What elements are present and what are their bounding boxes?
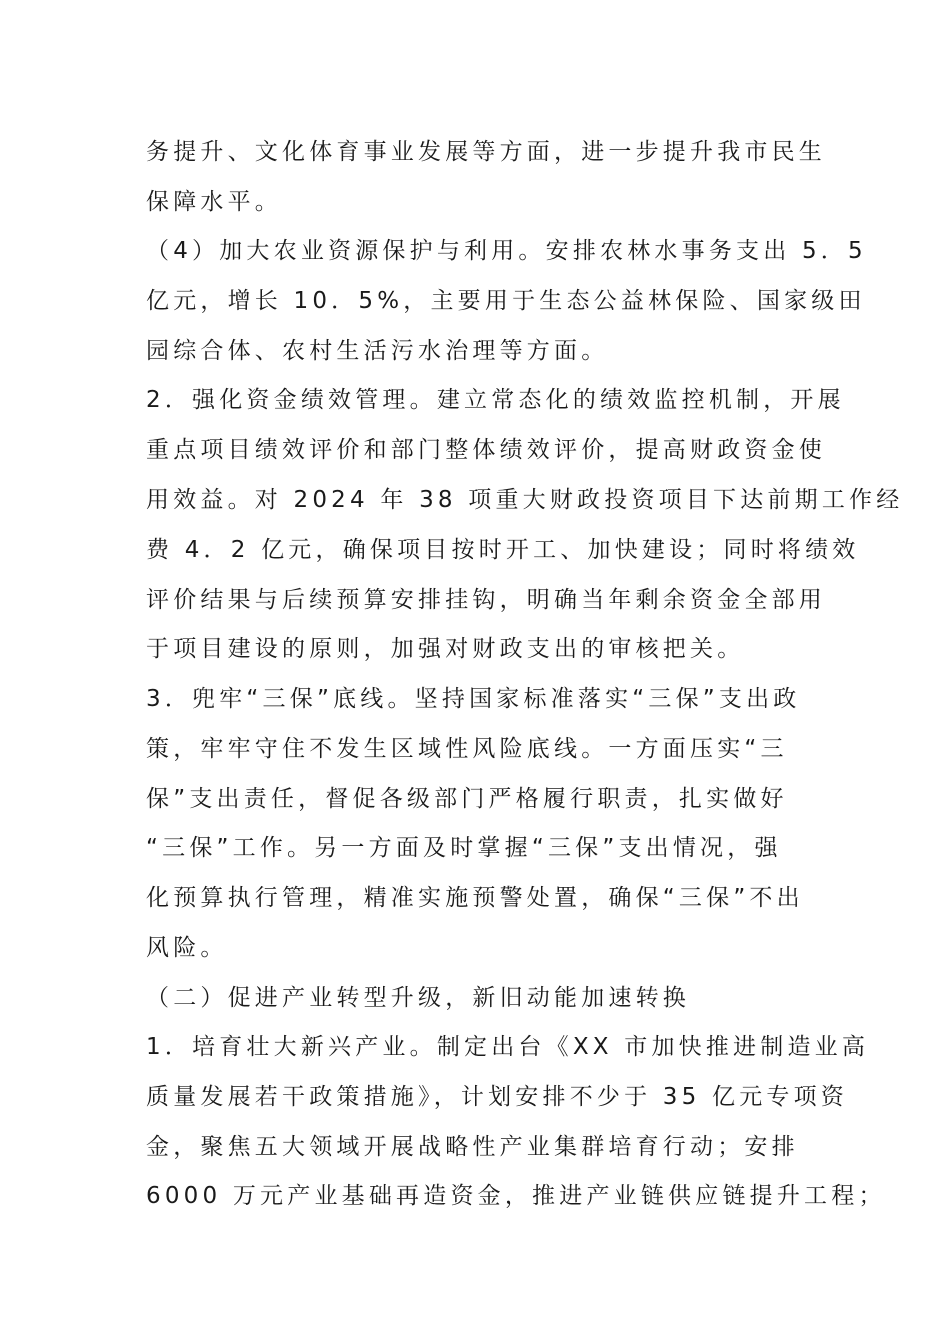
text-line: 亿元，增长 10．5%，主要用于生态公益林保险、国家级田: [146, 288, 866, 314]
text-line: 风险。: [146, 935, 228, 961]
text-line: （4）加大农业资源保护与利用。安排农林水事务支出 5．5: [146, 238, 867, 264]
text-line: 保”支出责任，督促各级部门严格履行职责，扎实做好: [146, 786, 788, 812]
text-line: 于项目建设的原则，加强对财政支出的审核把关。: [146, 636, 745, 662]
text-line: 保障水平。: [146, 189, 282, 215]
text-line: 策，牢牢守住不发生区域性风险底线。一方面压实“三: [146, 736, 788, 762]
text-line: 化预算执行管理，精准实施预警处置，确保“三保”不出: [146, 885, 804, 911]
text-line: “三保”工作。另一方面及时掌握“三保”支出情况，强: [146, 835, 782, 861]
text-line: 费 4．2 亿元，确保项目按时开工、加快建设；同时将绩效: [146, 537, 860, 563]
text-line: 务提升、文化体育事业发展等方面，进一步提升我市民生: [146, 139, 826, 165]
text-line: 评价结果与后续预算安排挂钩，明确当年剩余资金全部用: [146, 587, 826, 613]
text-line: 质量发展若干政策措施》，计划安排不少于 35 亿元专项资: [146, 1084, 848, 1110]
text-line: 1．培育壮大新兴产业。制定出台《XX 市加快推进制造业高: [146, 1034, 870, 1060]
text-line: 金，聚焦五大领域开展战略性产业集群培育行动；安排: [146, 1134, 799, 1160]
section-heading: （二）促进产业转型升级，新旧动能加速转换: [146, 985, 690, 1011]
text-line: 用效益。对 2024 年 38 项重大财政投资项目下达前期工作经: [146, 487, 904, 513]
text-line: 园综合体、农村生活污水治理等方面。: [146, 338, 609, 364]
text-line: 重点项目绩效评价和部门整体绩效评价，提高财政资金使: [146, 437, 826, 463]
text-line: 3．兜牢“三保”底线。坚持国家标准落实“三保”支出政: [146, 686, 801, 712]
text-line: 2．强化资金绩效管理。建立常态化的绩效监控机制，开展: [146, 387, 845, 413]
text-line: 6000 万元产业基础再造资金，推进产业链供应链提升工程；: [146, 1183, 886, 1209]
